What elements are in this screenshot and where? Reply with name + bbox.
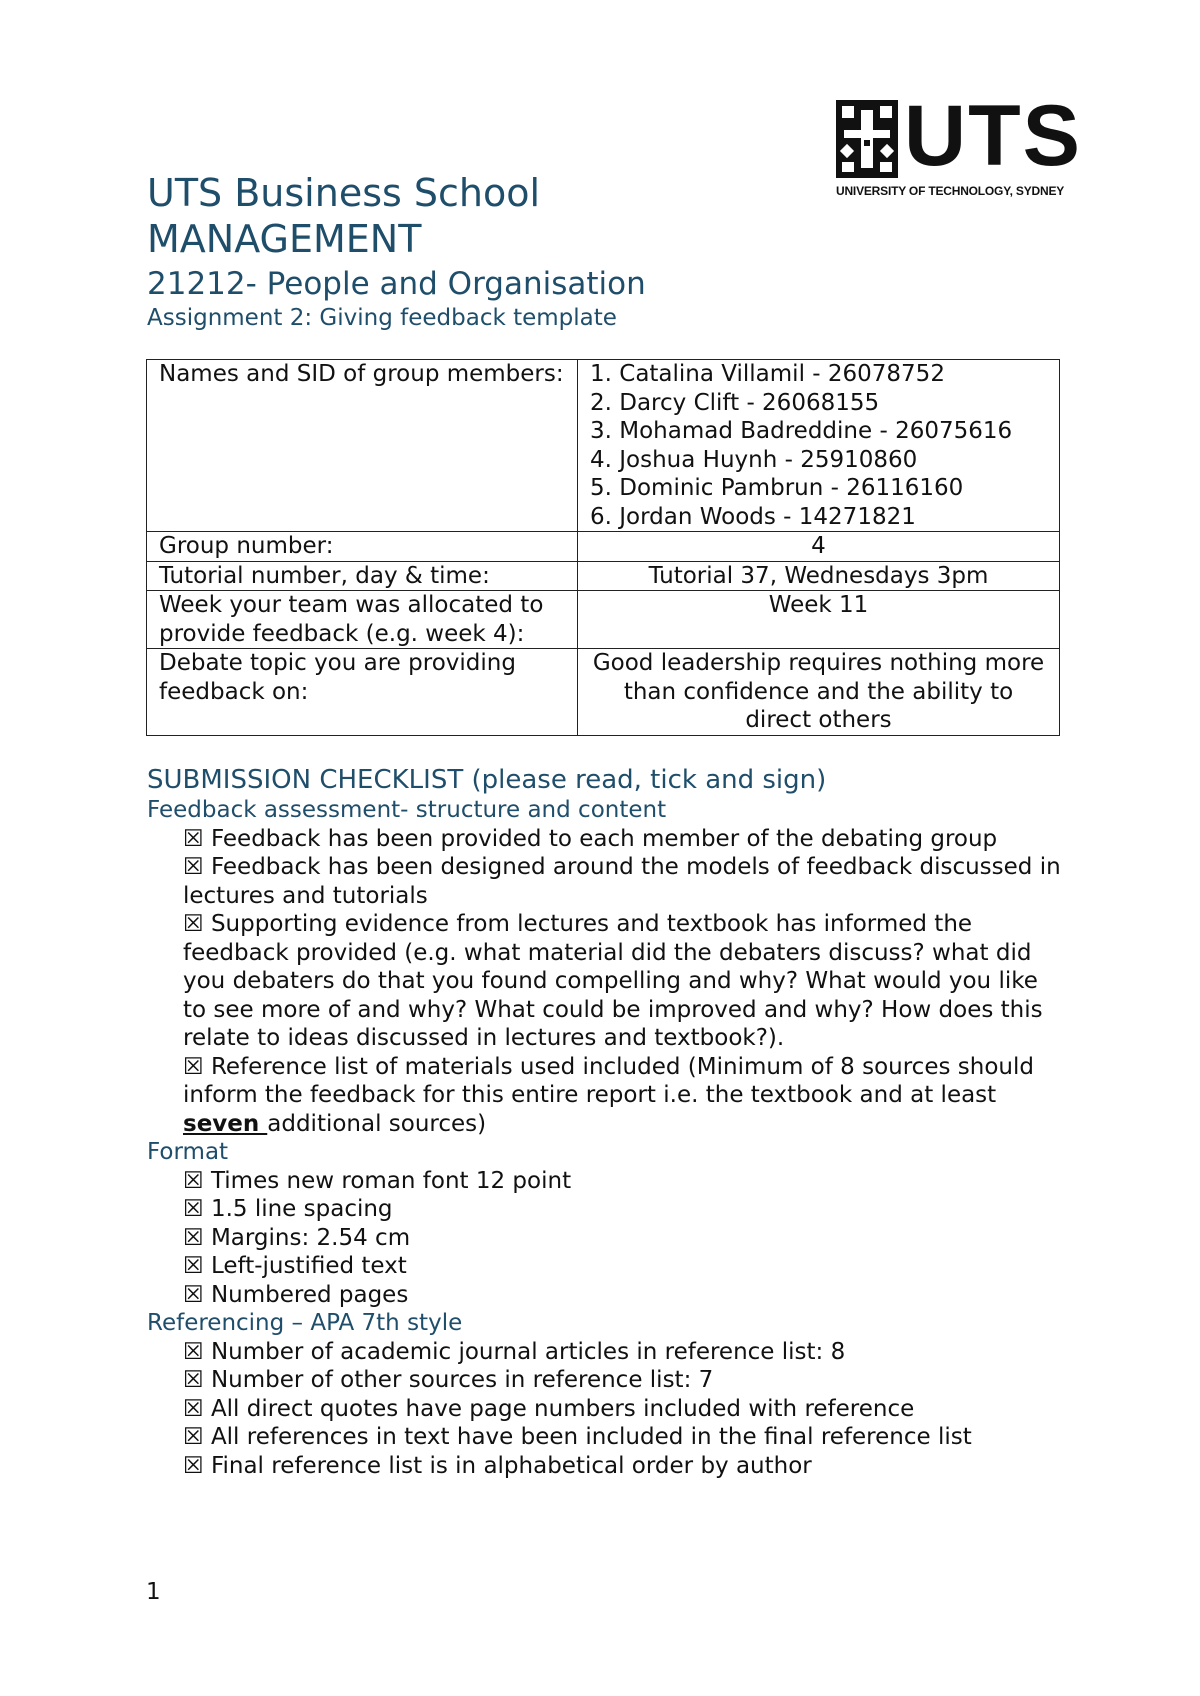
checklist-item [183, 1053, 1067, 1139]
checked-box-icon[interactable]: ☒ [183, 1367, 204, 1393]
checklist-item-text: All direct quotes have page numbers included with reference [210, 1395, 915, 1422]
checklist-item-text: All references in text have been included in the final reference list [210, 1424, 972, 1450]
group-info-table [146, 359, 1060, 736]
group-number-label: Group number: [147, 532, 578, 562]
uts-logo-subtitle: UNIVERSITY OF TECHNOLOGY, SYDNEY [836, 184, 1065, 198]
submission-checklist [147, 796, 1067, 1480]
topic-label: Debate topic you are providing feedback on: [147, 649, 578, 736]
checklist-title: SUBMISSION CHECKLIST (please read, tick and sign) [147, 765, 827, 795]
week-value: Week 11 [578, 591, 1060, 649]
faculty-name: MANAGEMENT [147, 217, 422, 261]
feedback-section-title: Feedback assessment- structure and content [147, 797, 667, 823]
checked-box-icon[interactable]: ☒ [183, 1424, 204, 1450]
member-item: 3. Mohamad Badreddine - 26075616 [590, 418, 1013, 444]
checked-box-icon[interactable]: ☒ [183, 1281, 204, 1308]
checklist-item [183, 1452, 1067, 1481]
topic-value: Good leadership requires nothing more than confidence and the ability to direct others [578, 649, 1060, 736]
member-item: 2. Darcy Clift - 26068155 [590, 389, 880, 416]
checklist-item [183, 1423, 1067, 1452]
members-list [590, 360, 1047, 531]
checked-box-icon[interactable]: ☒ [183, 1196, 204, 1222]
tutorial-value: Tutorial 37, Wednesdays 3pm [578, 561, 1060, 591]
referencing-checklist [147, 1338, 1067, 1481]
assignment-title: Assignment 2: Giving feedback template [147, 305, 617, 331]
checklist-item-text: Feedback has been designed around the models of feedback discussed in lectures and tutorials [183, 854, 1061, 909]
checklist-item [183, 1224, 1067, 1253]
checklist-item-text: Numbered pages [210, 1281, 409, 1308]
member-item: 4. Joshua Huynh - 25910860 [590, 446, 918, 473]
format-section-title: Format [147, 1139, 229, 1165]
school-name: UTS Business School [147, 171, 541, 215]
table-row-tutorial [147, 561, 1060, 591]
checklist-item [183, 910, 1067, 1053]
checklist-item [183, 853, 1067, 910]
reference-item-emphasis: seven [183, 1110, 268, 1137]
checklist-item-text: Number of academic journal articles in reference list: 8 [210, 1338, 846, 1365]
checklist-item-text: Number of other sources in reference list: 7 [210, 1367, 714, 1393]
uts-logo [836, 88, 1082, 200]
checked-box-icon[interactable]: ☒ [183, 1253, 204, 1279]
checklist-item [183, 1395, 1067, 1424]
checked-box-icon[interactable]: ☒ [183, 1452, 204, 1479]
checklist-item-text: Feedback has been provided to each member of the debating group [210, 825, 998, 852]
member-item: 1. Catalina Villamil - 26078752 [590, 361, 945, 387]
member-item: 6. Jordan Woods - 14271821 [590, 503, 916, 530]
members-cell [578, 360, 1060, 532]
table-row-members [147, 360, 1060, 532]
members-label: Names and SID of group members: [147, 360, 578, 532]
checklist-item [183, 1195, 1067, 1224]
format-checklist [147, 1167, 1067, 1310]
checklist-item-text: Times new roman font 12 point [210, 1167, 572, 1194]
checklist-item [183, 1167, 1067, 1196]
checked-box-icon[interactable]: ☒ [183, 1224, 204, 1251]
checked-box-icon[interactable]: ☒ [183, 911, 204, 937]
tutorial-label: Tutorial number, day & time: [147, 561, 578, 591]
page-number: 1 [146, 1579, 161, 1605]
uts-crest-icon [836, 100, 898, 178]
table-row-group [147, 532, 1060, 562]
checklist-item [183, 1338, 1067, 1367]
checklist-item [183, 1252, 1067, 1281]
checklist-item [183, 1281, 1067, 1310]
checked-box-icon[interactable]: ☒ [183, 1395, 204, 1422]
table-row-week [147, 591, 1060, 649]
referencing-section-title: Referencing – APA 7th style [147, 1310, 463, 1336]
checklist-item-text: 1.5 line spacing [210, 1196, 393, 1222]
checklist-item-text: Final reference list is in alphabetical order by author [210, 1452, 812, 1479]
checked-box-icon[interactable]: ☒ [183, 825, 204, 852]
reference-item-text-end: additional sources) [267, 1110, 487, 1137]
reference-item-text-start: Reference list of materials used included (Minimum of 8 sources should inform the feedback for this entire report i.e. the textbook and at least [183, 1053, 1034, 1108]
table-row-topic [147, 649, 1060, 736]
uts-wordmark: UTS [904, 88, 1082, 184]
checklist-item-text: Left-justified text [210, 1253, 407, 1279]
checked-box-icon[interactable]: ☒ [183, 854, 204, 880]
week-label: Week your team was allocated to provide feedback (e.g. week 4): [147, 591, 578, 649]
checklist-item [183, 1366, 1067, 1395]
checklist-item-text: Margins: 2.54 cm [210, 1224, 411, 1251]
course-title: 21212- People and Organisation [147, 266, 646, 302]
checklist-item [183, 825, 1067, 854]
member-item: 5. Dominic Pambrun - 26116160 [590, 475, 964, 501]
checked-box-icon[interactable]: ☒ [183, 1053, 204, 1080]
feedback-checklist [147, 825, 1067, 1139]
checked-box-icon[interactable]: ☒ [183, 1338, 204, 1365]
checklist-item-text: Supporting evidence from lectures and textbook has informed the feedback provided (e.g. what material did the debaters discuss? what did you debaters do that you found compelling and why? What would you like to see more of and why? What could be improved and why? How does this relate to ideas discussed in lectures and textbook?). [183, 911, 1043, 1051]
group-number-value: 4 [578, 532, 1060, 562]
checked-box-icon[interactable]: ☒ [183, 1167, 204, 1194]
school-heading [147, 170, 540, 262]
